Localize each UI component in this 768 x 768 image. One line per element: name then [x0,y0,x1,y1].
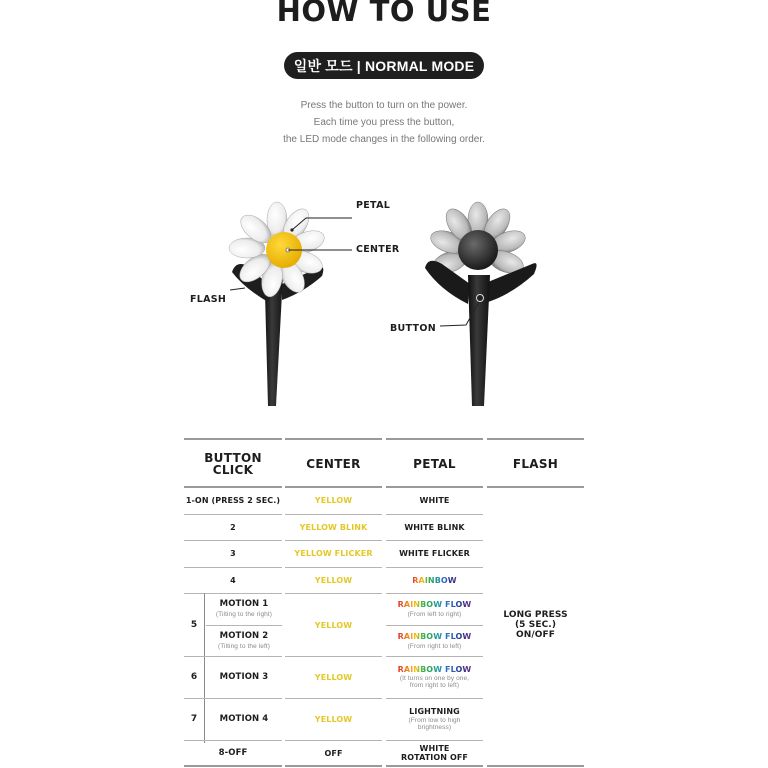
row-1-center: YELLOW [314,496,353,505]
row-6-number: 6 [190,671,198,682]
instruction-line: Each time you press the button, [313,117,455,128]
flash-cell [487,594,584,656]
lightstick-illustration [0,180,768,420]
row-8-click: 8-OFF [218,747,248,758]
flash-text: (5 SEC.) [514,620,557,630]
row-2-petal: WHITE BLINK [404,523,465,532]
petal-sub: (From left to right) [407,611,462,618]
rainbow-text: RAINBOW FLOW [397,665,472,674]
row-4-click: 4 [230,576,236,585]
row-2-click: 2 [230,523,236,532]
row-2-center: YELLOW BLINK [299,523,368,532]
header-text: BUTTON [204,451,262,465]
motion-3: MOTION 3 [219,671,269,682]
row-7-center: YELLOW [314,714,353,724]
motion-sub: (Tilting to the right) [215,611,273,618]
row-5-center: YELLOW [314,620,353,630]
center-label: CENTER [356,244,400,255]
motion-1 [206,594,282,624]
row-7-number: 7 [190,713,198,724]
back-lightstick [425,202,537,406]
flash-text: LONG PRESS [503,610,568,620]
header-petal: PETAL [413,457,456,471]
row-3-center: YELLOW FLICKER [294,549,373,558]
rainbow-text: RAINBOW FLOW [397,600,472,609]
group-divider [204,593,205,743]
motion-name: MOTION 1 [219,599,269,609]
flash-text: ON/OFF [515,630,556,640]
back-center [458,230,498,270]
petal-sub: (From right to left) [407,643,462,650]
petal-text: LIGHTNING [409,707,460,716]
lightstick-drawing [0,180,768,420]
rainbow-text: RAINBOW [412,576,457,585]
row-5-number: 5 [190,619,198,630]
front-lightstick [229,202,352,406]
row-8-petal [386,741,483,765]
row-1-petal: WHITE [419,496,450,505]
petal-sub: (From low to high [408,717,461,724]
row-3-petal: WHITE FLICKER [399,549,470,558]
instruction-line: Press the button to turn on the power. [300,100,468,111]
rainbow-text: RAINBOW FLOW [397,632,472,641]
header-flash: FLASH [512,457,559,471]
petal-text: WHITE [419,744,450,753]
flash-label: FLASH [190,294,227,305]
page-title: HOW TO USE [276,0,492,28]
row-1-click: 1-ON (PRESS 2 SEC.) [185,496,281,505]
motion-name: MOTION 2 [219,631,269,641]
row-7-petal [386,699,483,739]
petal-label: PETAL [356,200,391,211]
header-center: CENTER [306,457,361,471]
row-6-petal [386,657,483,697]
normal-mode-badge: 일반 모드 | NORMAL MODE [284,52,484,79]
header-text: CLICK [212,463,254,477]
header-button-click [184,442,282,486]
row-4-center: YELLOW [314,576,353,585]
instruction-line: the LED mode changes in the following order. [283,134,485,145]
button-label: BUTTON [390,323,436,334]
motion-2 [206,626,282,656]
motion-sub: (Tilting to the left) [217,643,271,650]
motion-4: MOTION 4 [219,713,269,724]
instructions [0,97,768,148]
row-8-center: OFF [324,748,343,758]
row-3-click: 3 [230,549,236,558]
power-button [477,295,484,302]
petal-sub: from right to left) [409,682,460,689]
row-6-center: YELLOW [314,672,353,682]
row-4-petal [386,568,483,593]
motion-1-petal [386,594,483,624]
motion-2-petal [386,626,483,656]
petal-sub: brightness) [417,724,452,731]
petal-sub: (It turns on one by one, [399,675,470,682]
petal-text: ROTATION OFF [400,753,468,762]
